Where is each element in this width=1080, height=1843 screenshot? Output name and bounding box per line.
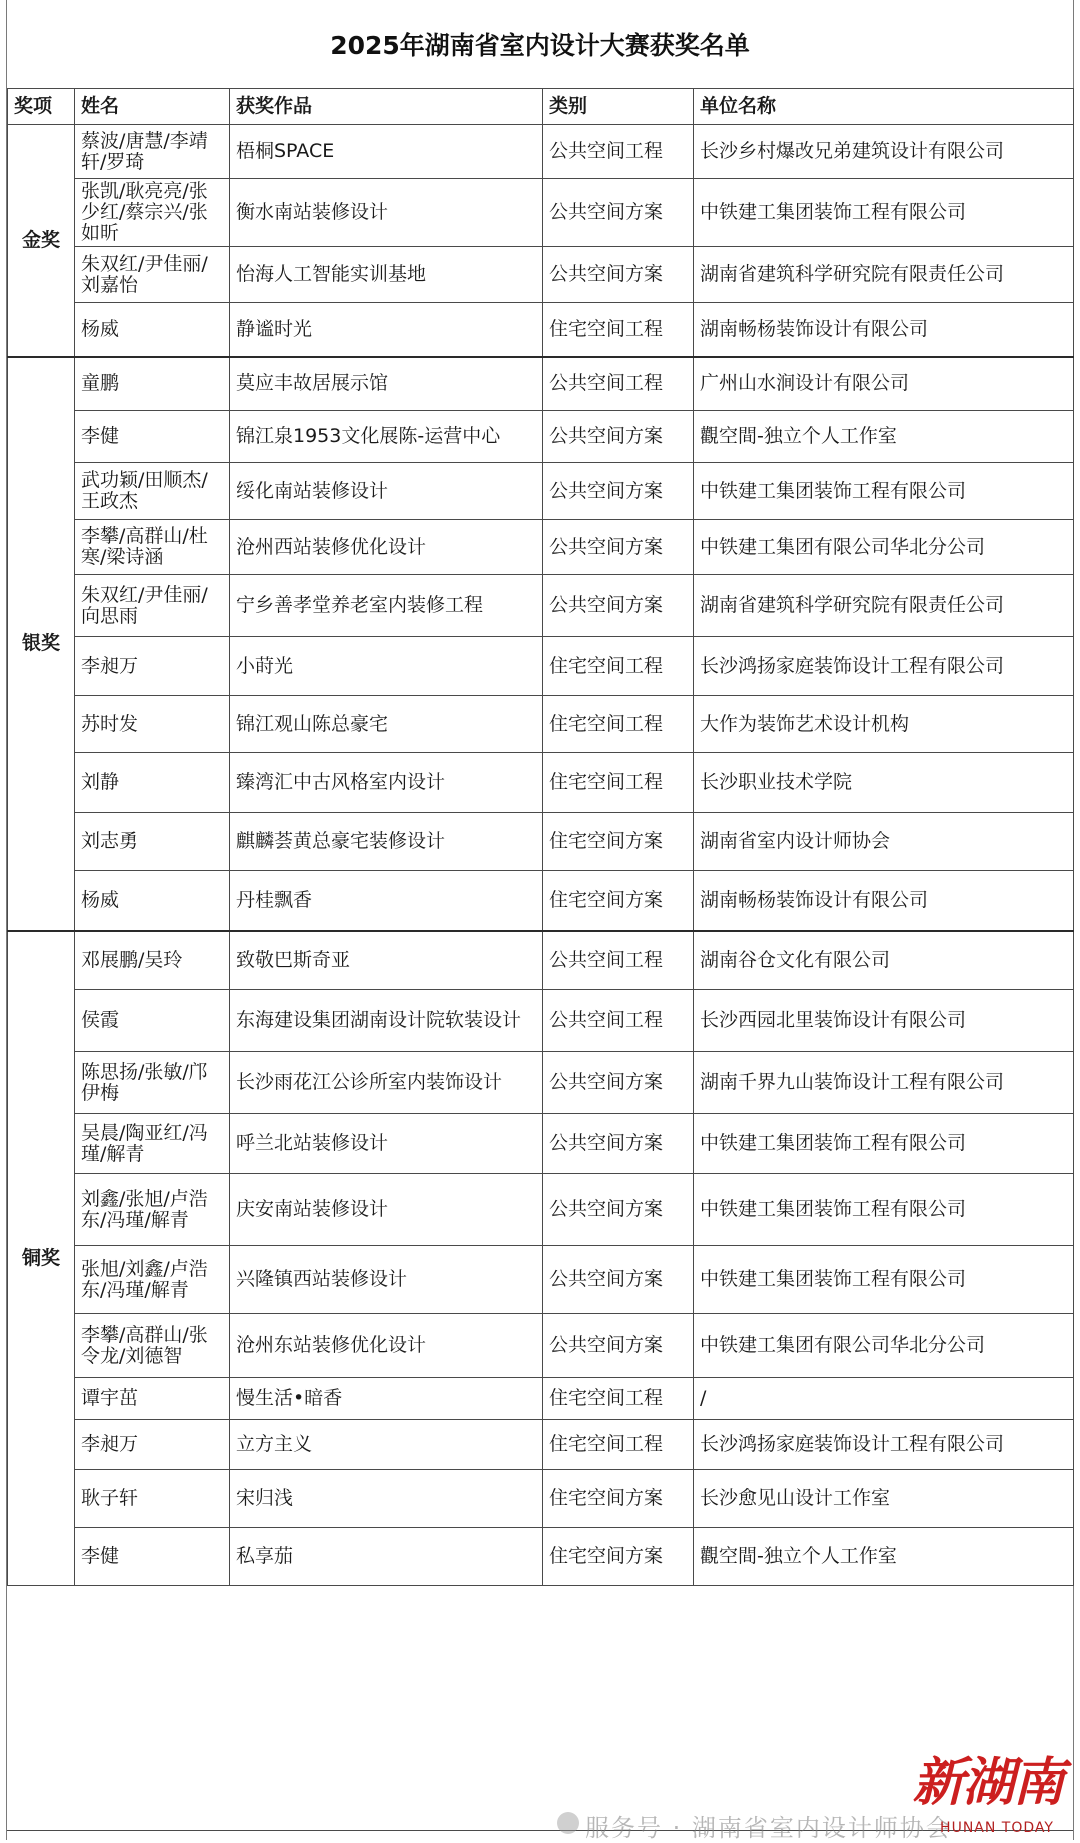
work-cell: 衡水南站装修设计 (230, 179, 543, 247)
table-row (8, 931, 1074, 990)
table-row (8, 575, 1074, 637)
category-cell: 公共空间方案 (543, 247, 694, 303)
category-cell: 公共空间方案 (543, 1052, 694, 1114)
work-cell: 庆安南站装修设计 (230, 1174, 543, 1246)
category-cell: 住宅空间工程 (543, 696, 694, 753)
name-cell: 朱双红/尹佳丽/向思雨 (75, 575, 230, 637)
category-cell: 公共空间工程 (543, 990, 694, 1052)
org-cell: 湖南省建筑科学研究院有限责任公司 (694, 575, 1074, 637)
work-cell: 东海建设集团湖南设计院软装设计 (230, 990, 543, 1052)
award-level-cell: 银奖 (8, 357, 75, 931)
org-cell: 长沙职业技术学院 (694, 753, 1074, 813)
org-cell: 广州山水涧设计有限公司 (694, 357, 1074, 411)
name-cell: 刘静 (75, 753, 230, 813)
hunan-today-logo (900, 1740, 1075, 1840)
category-cell: 公共空间方案 (543, 1246, 694, 1314)
org-cell: 觀空間-独立个人工作室 (694, 1528, 1074, 1586)
name-cell: 蔡波/唐慧/李靖轩/罗琦 (75, 125, 230, 179)
table-row (8, 1314, 1074, 1378)
category-cell: 公共空间方案 (543, 575, 694, 637)
work-cell: 慢生活•暗香 (230, 1378, 543, 1420)
table-row (8, 696, 1074, 753)
name-cell: 李昶万 (75, 637, 230, 696)
award-level-cell: 金奖 (8, 125, 75, 357)
category-cell: 公共空间方案 (543, 1114, 694, 1174)
work-cell: 沧州东站装修优化设计 (230, 1314, 543, 1378)
org-cell: 长沙乡村爆改兄弟建筑设计有限公司 (694, 125, 1074, 179)
category-cell: 住宅空间工程 (543, 1420, 694, 1470)
work-cell: 兴隆镇西站装修设计 (230, 1246, 543, 1314)
table-row (8, 637, 1074, 696)
org-cell: 中铁建工集团装饰工程有限公司 (694, 1174, 1074, 1246)
category-cell: 公共空间方案 (543, 411, 694, 463)
work-cell: 锦江泉1953文化展陈-运营中心 (230, 411, 543, 463)
org-cell: 大作为装饰艺术设计机构 (694, 696, 1074, 753)
name-cell: 吴晨/陶亚红/冯瑾/解青 (75, 1114, 230, 1174)
work-cell: 莫应丰故居展示馆 (230, 357, 543, 411)
table-row (8, 1174, 1074, 1246)
category-cell: 公共空间方案 (543, 1314, 694, 1378)
table-row (8, 1052, 1074, 1114)
table-row (8, 247, 1074, 303)
award-table (7, 88, 1074, 1586)
logo-subtitle: HUNAN TODAY (940, 1820, 1054, 1836)
table-row (8, 1378, 1074, 1420)
table-row (8, 1528, 1074, 1586)
work-cell: 怡海人工智能实训基地 (230, 247, 543, 303)
work-cell: 私享茄 (230, 1528, 543, 1586)
name-cell: 杨威 (75, 871, 230, 931)
work-cell: 锦江观山陈总豪宅 (230, 696, 543, 753)
work-cell: 宁乡善孝堂养老室内装修工程 (230, 575, 543, 637)
page-title: 2025年湖南省室内设计大赛获奖名单 (330, 31, 750, 60)
org-cell: 湖南省室内设计师协会 (694, 813, 1074, 871)
name-cell: 苏时发 (75, 696, 230, 753)
category-cell: 住宅空间工程 (543, 637, 694, 696)
org-cell: 中铁建工集团装饰工程有限公司 (694, 1246, 1074, 1314)
name-cell: 张旭/刘鑫/卢浩东/冯瑾/解青 (75, 1246, 230, 1314)
work-cell: 梧桐SPACE (230, 125, 543, 179)
work-cell: 致敬巴斯奇亚 (230, 931, 543, 990)
name-cell: 张凯/耿亮亮/张少红/蔡宗兴/张如昕 (75, 179, 230, 247)
name-cell: 侯霞 (75, 990, 230, 1052)
table-row (8, 125, 1074, 179)
category-cell: 公共空间方案 (543, 463, 694, 520)
table-row (8, 357, 1074, 411)
org-cell: 中铁建工集团装饰工程有限公司 (694, 463, 1074, 520)
work-cell: 沧州西站装修优化设计 (230, 520, 543, 575)
category-cell: 住宅空间工程 (543, 753, 694, 813)
header-name: 姓名 (75, 89, 230, 125)
award-level-cell: 铜奖 (8, 931, 75, 1586)
category-cell: 公共空间工程 (543, 931, 694, 990)
category-cell: 住宅空间方案 (543, 1470, 694, 1528)
table-row (8, 1420, 1074, 1470)
header-work: 获奖作品 (230, 89, 543, 125)
work-cell: 呼兰北站装修设计 (230, 1114, 543, 1174)
table-row (8, 1114, 1074, 1174)
table-row (8, 871, 1074, 931)
org-cell: / (694, 1378, 1074, 1420)
table-row (8, 753, 1074, 813)
header-award: 奖项 (8, 89, 75, 125)
category-cell: 公共空间工程 (543, 125, 694, 179)
category-cell: 住宅空间工程 (543, 303, 694, 357)
table-row (8, 813, 1074, 871)
name-cell: 李攀/高群山/张令龙/刘德智 (75, 1314, 230, 1378)
org-cell: 中铁建工集团有限公司华北分公司 (694, 1314, 1074, 1378)
category-cell: 公共空间方案 (543, 520, 694, 575)
category-cell: 住宅空间工程 (543, 1378, 694, 1420)
name-cell: 朱双红/尹佳丽/刘嘉怡 (75, 247, 230, 303)
org-cell: 中铁建工集团装饰工程有限公司 (694, 1114, 1074, 1174)
work-cell: 小莳光 (230, 637, 543, 696)
work-cell: 臻湾汇中古风格室内设计 (230, 753, 543, 813)
table-row (8, 463, 1074, 520)
watermark-text: 服务号 · 湖南省室内设计师协会 (585, 1814, 952, 1842)
award-sheet (6, 0, 1074, 1840)
org-cell: 长沙西园北里装饰设计有限公司 (694, 990, 1074, 1052)
work-cell: 绥化南站装修设计 (230, 463, 543, 520)
table-row (8, 990, 1074, 1052)
category-cell: 住宅空间方案 (543, 813, 694, 871)
logo-text: 新湖南 (912, 1752, 1063, 1813)
org-cell: 长沙愈见山设计工作室 (694, 1470, 1074, 1528)
name-cell: 武功颖/田顺杰/王政杰 (75, 463, 230, 520)
category-cell: 住宅空间方案 (543, 871, 694, 931)
org-cell: 湖南畅杨装饰设计有限公司 (694, 303, 1074, 357)
category-cell: 公共空间方案 (543, 1174, 694, 1246)
table-row (8, 179, 1074, 247)
org-cell: 湖南千界九山装饰设计工程有限公司 (694, 1052, 1074, 1114)
name-cell: 李健 (75, 1528, 230, 1586)
name-cell: 李攀/高群山/杜寒/梁诗涵 (75, 520, 230, 575)
wechat-icon (557, 1812, 579, 1834)
name-cell: 刘志勇 (75, 813, 230, 871)
category-cell: 公共空间方案 (543, 179, 694, 247)
work-cell: 麒麟荟黄总豪宅装修设计 (230, 813, 543, 871)
name-cell: 杨威 (75, 303, 230, 357)
work-cell: 立方主义 (230, 1420, 543, 1470)
name-cell: 陈思扬/张敏/邝伊梅 (75, 1052, 230, 1114)
table-row (8, 1470, 1074, 1528)
table-row (8, 520, 1074, 575)
org-cell: 长沙鸿扬家庭装饰设计工程有限公司 (694, 1420, 1074, 1470)
org-cell: 中铁建工集团有限公司华北分公司 (694, 520, 1074, 575)
table-row (8, 303, 1074, 357)
table-body (8, 125, 1074, 1586)
org-cell: 觀空間-独立个人工作室 (694, 411, 1074, 463)
name-cell: 耿子轩 (75, 1470, 230, 1528)
name-cell: 李昶万 (75, 1420, 230, 1470)
name-cell: 李健 (75, 411, 230, 463)
name-cell: 刘鑫/张旭/卢浩东/冯瑾/解青 (75, 1174, 230, 1246)
name-cell: 童鹏 (75, 357, 230, 411)
name-cell: 谭宇茁 (75, 1378, 230, 1420)
category-cell: 住宅空间方案 (543, 1528, 694, 1586)
work-cell: 宋归浅 (230, 1470, 543, 1528)
org-cell: 湖南谷仓文化有限公司 (694, 931, 1074, 990)
work-cell: 长沙雨花江公诊所室内装饰设计 (230, 1052, 543, 1114)
category-cell: 公共空间工程 (543, 357, 694, 411)
table-row (8, 1246, 1074, 1314)
org-cell: 长沙鸿扬家庭装饰设计工程有限公司 (694, 637, 1074, 696)
header-org: 单位名称 (694, 89, 1074, 125)
header-category: 类别 (543, 89, 694, 125)
table-row (8, 411, 1074, 463)
work-cell: 静谧时光 (230, 303, 543, 357)
work-cell: 丹桂飘香 (230, 871, 543, 931)
org-cell: 中铁建工集团装饰工程有限公司 (694, 179, 1074, 247)
org-cell: 湖南省建筑科学研究院有限责任公司 (694, 247, 1074, 303)
org-cell: 湖南畅杨装饰设计有限公司 (694, 871, 1074, 931)
table-header-row (8, 89, 1074, 125)
name-cell: 邓展鹏/吴玲 (75, 931, 230, 990)
